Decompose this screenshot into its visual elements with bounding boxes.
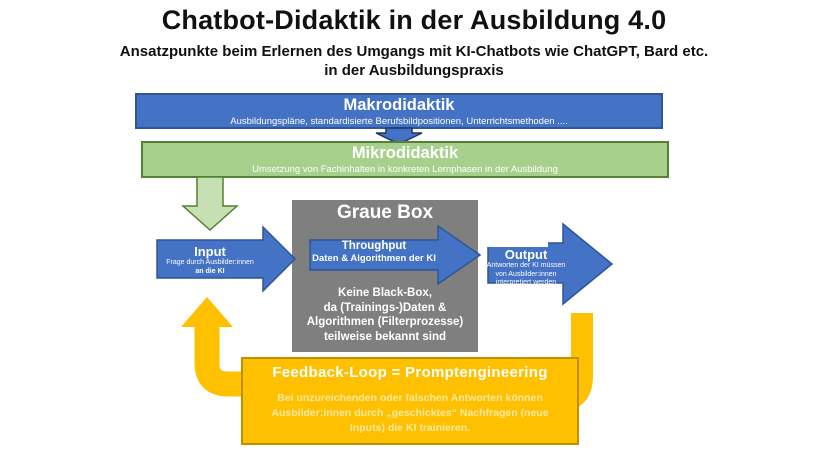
feedback-body-line1: Bei unzureichenden oder falschen Antworten können [277,392,543,404]
makrodidaktik-subtitle: Ausbildungspläne, standardisierte Berufsbildpositionen, Unterrichtsmethoden .... [230,116,568,127]
feedback-body-line2: Ausbilder:innen durch „geschicktes“ Nachfragen (neue [271,407,549,419]
feedback-loop-title: Feedback-Loop = Promptengineering [272,364,548,381]
graue-box-title: Graue Box [336,202,434,223]
output-arrow-white-overlap [486,234,548,247]
feedback-body-line3: Inputs) die KI trainieren. [349,422,471,434]
output-line1: Antworten der KI müssen [486,262,566,269]
throughput-title: Throughput [341,240,407,252]
output-line3: interpretiert werden [495,279,557,286]
input-line2: an die KI [195,267,225,275]
input-line1: Frage durch Ausbilder:innen [166,259,254,266]
graue-box-note [290,286,480,344]
output-line2: von Ausbilder:innen [495,270,557,278]
feedback-loop-up-arrowhead-icon [181,297,233,327]
page-title: Chatbot-Didaktik in der Ausbildung 4.0 [161,5,667,35]
feedback-loop-body [246,391,574,436]
input-arrow-text [155,244,265,276]
output-title: Output [504,247,548,262]
makrodidaktik-text [136,96,662,127]
throughput-subtitle: Daten & Algorithmen der KI [312,253,436,264]
page-subtitle-line1: Ansatzpunkte beim Erlernen des Umgangs mit KI-Chatbots wie ChatGPT, Bard etc. [119,43,709,60]
graue-box-note-line3: Algorithmen (Filterprozesse) [306,316,464,328]
page-subtitle-line2: in der Ausbildungspraxis [324,62,504,79]
throughput-arrow-text [304,240,444,264]
mikrodidaktik-title: Mikrodidaktik [351,144,459,162]
graue-box-note-line2: da (Trainings-)Daten & [323,301,447,314]
graue-box-note-line4: teilweise bekannt sind [323,330,447,343]
input-title: Input [194,244,226,259]
graue-box-note-line1: Keine Black-Box, [338,287,432,299]
page-subtitle [0,42,828,80]
mikrodidaktik-subtitle: Umsetzung von Fachinhalten in konkreten Lernphasen in der Ausbildung [252,164,558,175]
makrodidaktik-title: Makrodidaktik [343,96,455,114]
mikro-to-input-down-arrow-icon [183,177,237,230]
output-arrow-text [482,247,570,288]
mikrodidaktik-text [142,144,668,175]
